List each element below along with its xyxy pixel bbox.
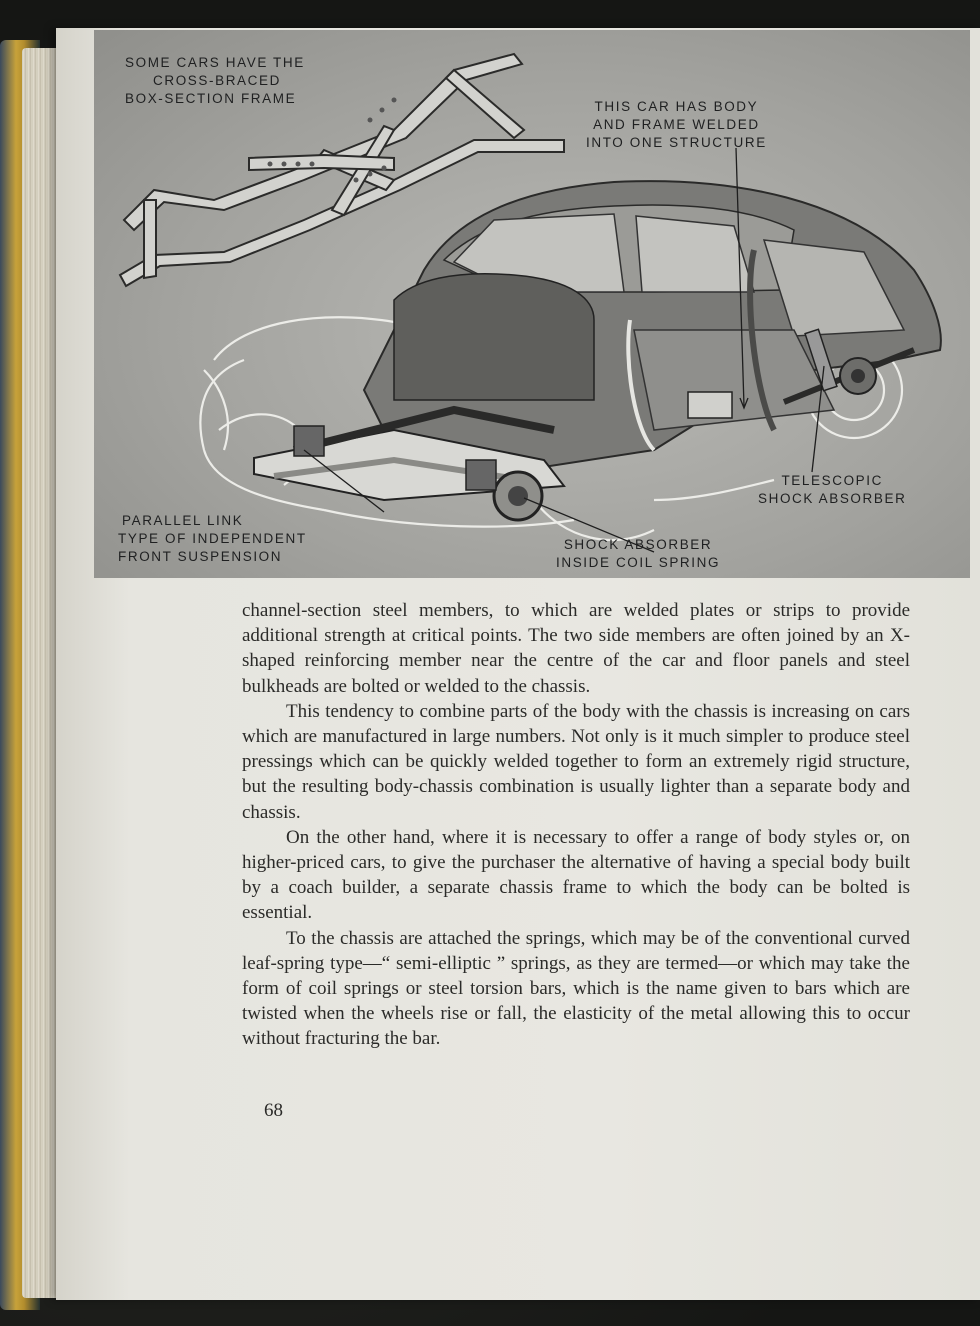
- paragraph: This tendency to combine parts of the body with the chassis is increasing on cars which are manufactured in large numbers. Not only is it much simpler to produce steel pressings which can be quickly welded together to form an extremely rigid structure, but the resulting body-chassis combination is usually lighter than a separate body and chassis.: [242, 700, 910, 823]
- paragraph: On the other hand, where it is necessary to offer a range of body styles or, on higher-priced cars, to give the purchaser the alternative of having a special body built by a coach builder, a separate chassis frame to which the body can be bolted is essential.: [242, 826, 910, 924]
- caption-body-frame-welded: THIS CAR HAS BODY AND FRAME WELDED INTO ONE STRUCTURE: [586, 99, 767, 150]
- caption-telescopic-shock: TELESCOPIC SHOCK ABSORBER: [758, 473, 907, 506]
- page-number: 68: [264, 1100, 283, 1121]
- unitary-body-shell: [364, 181, 941, 470]
- paragraph: To the chassis are attached the springs, which may be of the conventional curved leaf-spring type—“ semi-elliptic ” springs, as they are termed—or which may take the form of coil springs or steel torsion bars, which is the name given to bars which are twisted when the wheels rise or fall, the elasticity of the metal allowing this to occur without fracturing the bar.: [242, 927, 910, 1050]
- paragraph: channel-section steel members, to which are welded plates or strips to provide additional strength at critical points. The two side members are often joined by an X-shaped reinforcing member near the centre of the car and floor panels and steel bulkheads are bolted or welded to the chassis.: [242, 600, 910, 697]
- caption-coil-spring: SHOCK ABSORBER INSIDE COIL SPRING: [556, 537, 721, 570]
- caption-box-section-frame: SOME CARS HAVE THE CROSS-BRACED BOX-SECTION FRAME: [125, 55, 305, 106]
- body-text: [242, 598, 910, 1052]
- caption-parallel-link: PARALLEL LINK TYPE OF INDEPENDENT FRONT SUSPENSION: [118, 513, 307, 564]
- car-construction-illustration: [94, 30, 970, 578]
